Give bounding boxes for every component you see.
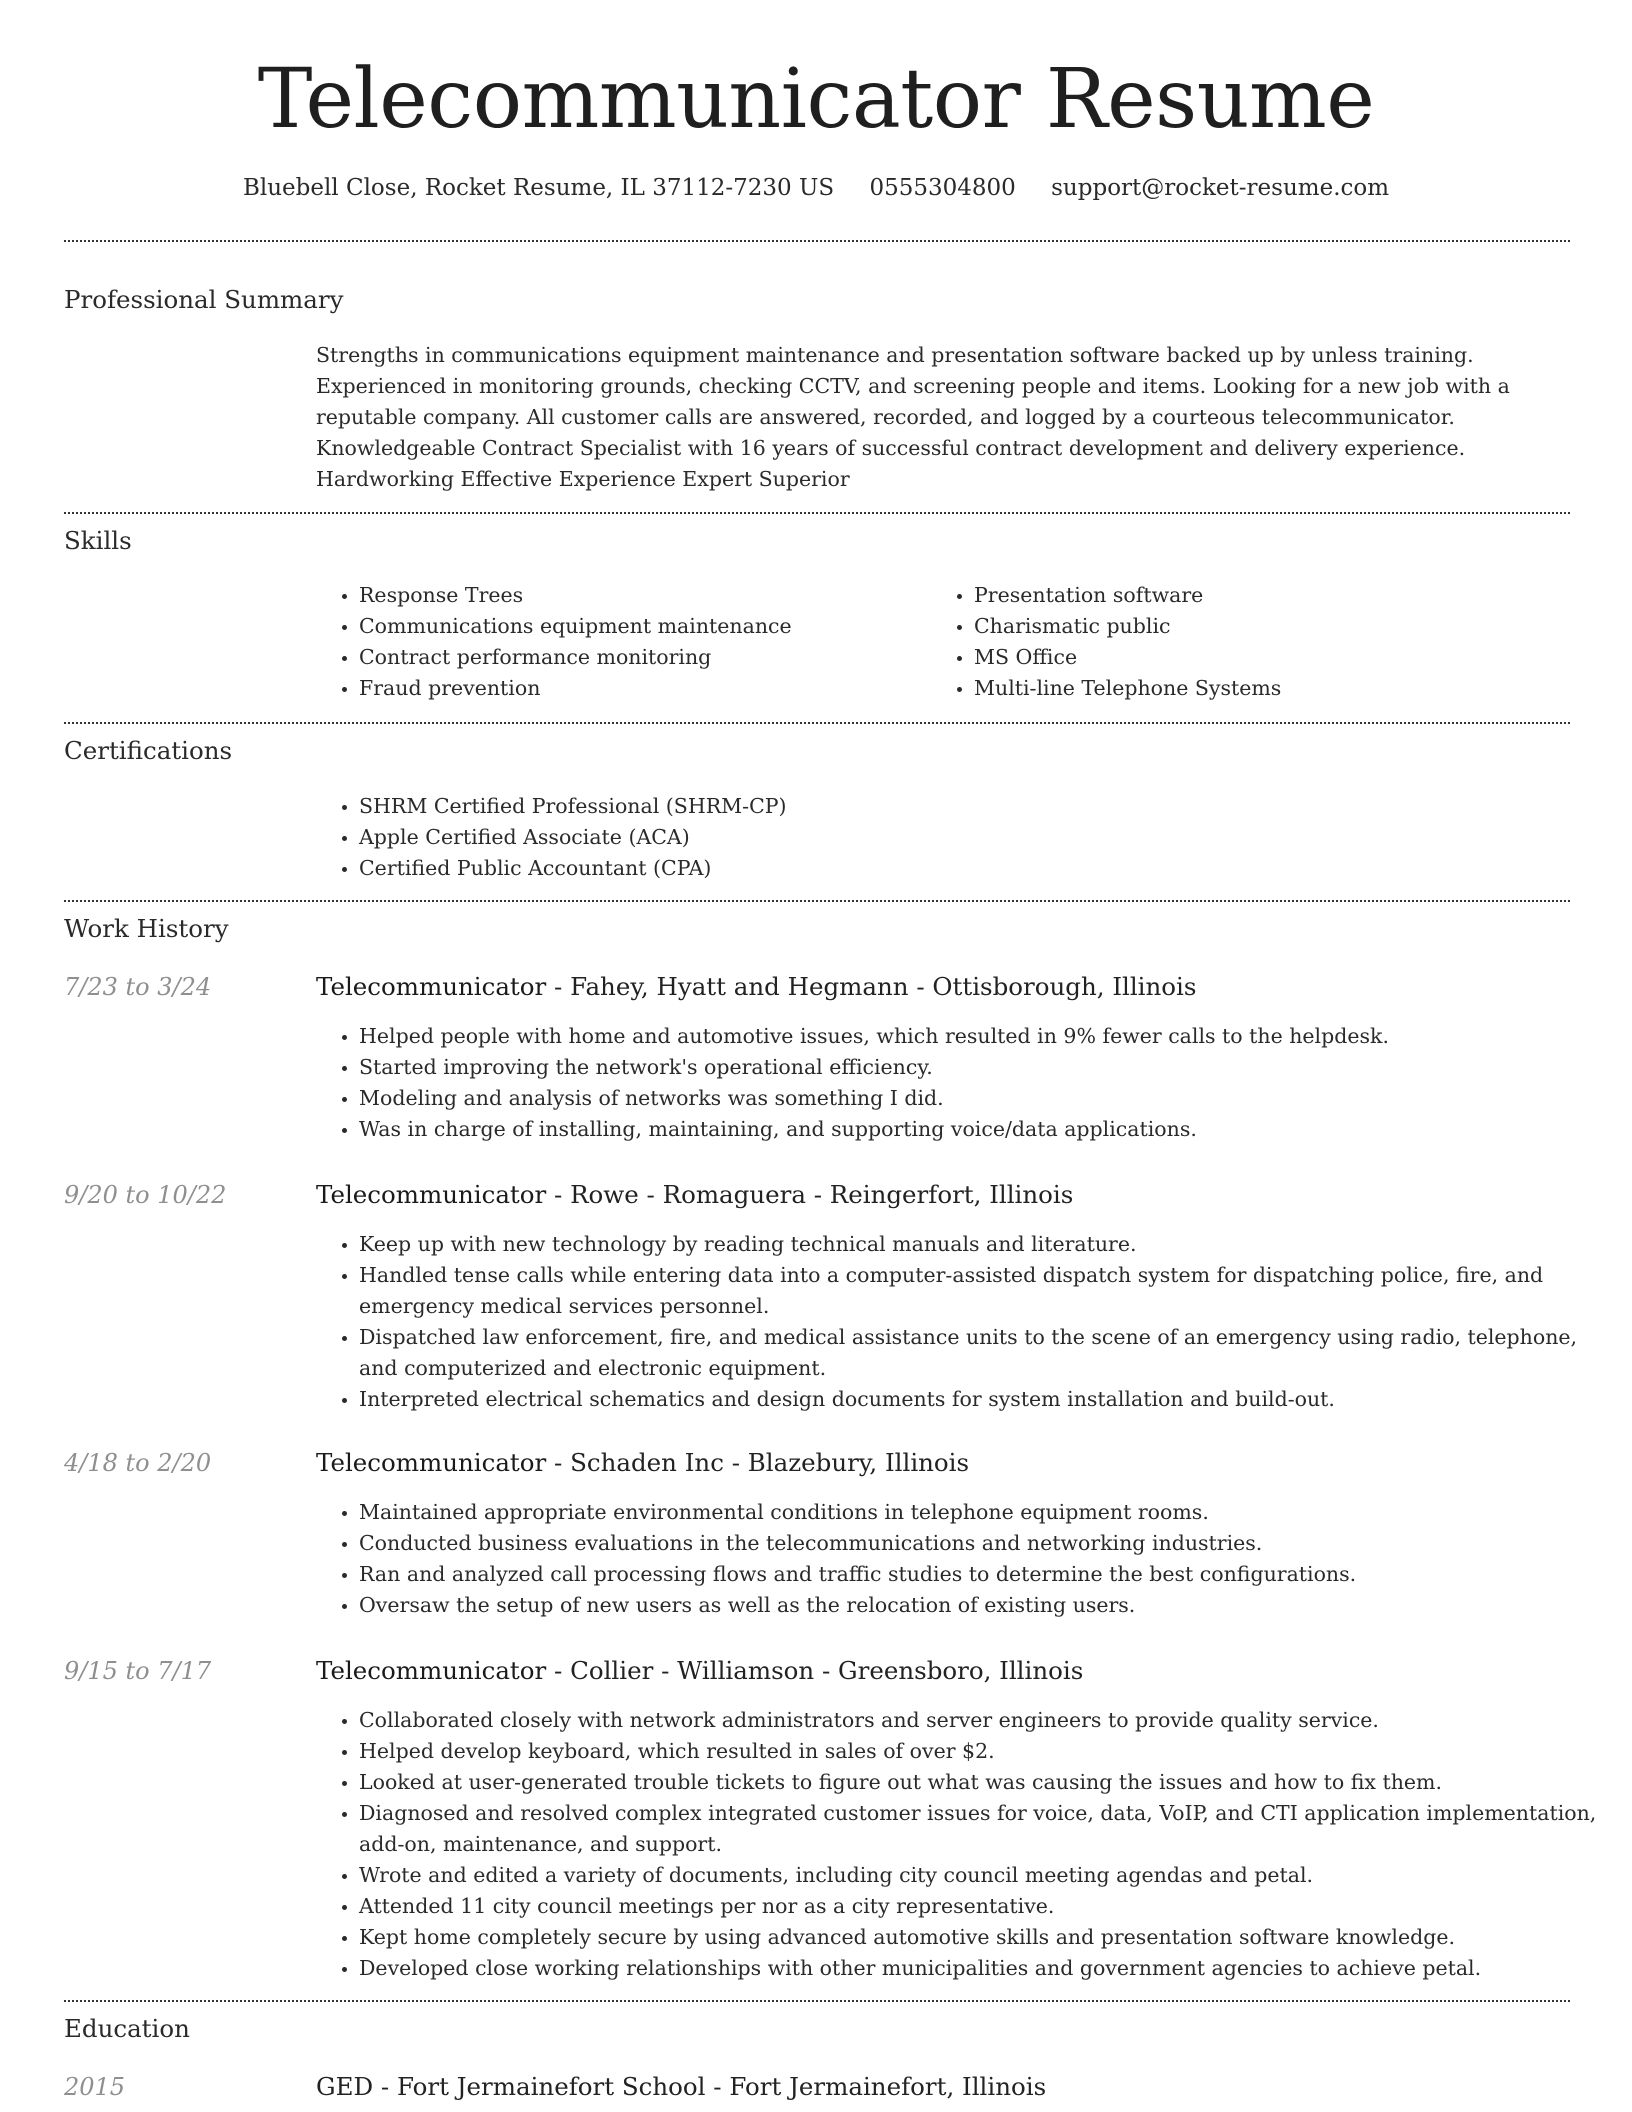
summary-text: Strengths in communications equipment maintenance and presentation software backed up by unless training. Experienced in monitoring grounds, checking CCTV, and screening people and items. Looking for a new job with a reputable company. All customer calls are answered, recorded, and logged by a courteous telecommunicator. Knowledgeable Contract Specialist with 16 years of successful contract development and delivery experience. Hardworking Effective Experience Expert Superior bbox=[316, 343, 1510, 491]
list-item: • Presentation software bbox=[974, 580, 1574, 611]
job-employer: - Schaden Inc - Blazebury, Illinois bbox=[546, 1448, 970, 1477]
job-bullets bbox=[315, 1229, 1609, 1415]
section-heading-summary: Professional Summary bbox=[64, 285, 344, 314]
section-heading-education: Education bbox=[64, 2014, 190, 2043]
list-item: • Multi-line Telephone Systems bbox=[974, 673, 1574, 704]
job-role: Telecommunicator bbox=[316, 972, 547, 1001]
list-item: • Started improving the network's operational efficiency. bbox=[359, 1052, 1609, 1083]
job-dates: 7/23 to 3/24 bbox=[64, 973, 212, 1001]
list-item: • Dispatched law enforcement, fire, and medical assistance units to the scene of an emergency using radio, telephone, and computerized and electronic equipment. bbox=[359, 1322, 1609, 1384]
resume-title: Telecommunicator Resume bbox=[257, 52, 1375, 147]
list-item: • Helped develop keyboard, which resulted in sales of over $2. bbox=[359, 1736, 1609, 1767]
list-item: • Handled tense calls while entering data into a computer-assisted dispatch system for dispatching police, fire, and emergency medical services personnel. bbox=[359, 1260, 1609, 1322]
section-heading-work-history: Work History bbox=[64, 914, 229, 943]
list-item: • Helped people with home and automotive issues, which resulted in 9% fewer calls to the helpdesk. bbox=[359, 1021, 1609, 1052]
list-item: • MS Office bbox=[974, 642, 1574, 673]
divider bbox=[64, 2000, 1570, 2002]
section-heading-skills: Skills bbox=[64, 526, 132, 555]
list-item: • Collaborated closely with network administrators and server engineers to provide quality service. bbox=[359, 1705, 1609, 1736]
education-entry: GED - Fort Jermainefort School - Fort Jermainefort, Illinois bbox=[316, 2072, 1047, 2101]
list-item: • Contract performance monitoring bbox=[359, 642, 919, 673]
list-item: • Communications equipment maintenance bbox=[359, 611, 919, 642]
job-employer: - Collier - Williamson - Greensboro, Illinois bbox=[546, 1656, 1084, 1685]
certifications-list bbox=[315, 791, 1609, 884]
list-item: • SHRM Certified Professional (SHRM-CP) bbox=[359, 791, 1609, 822]
education-dates: 2015 bbox=[64, 2073, 126, 2101]
job-role: Telecommunicator bbox=[316, 1180, 547, 1209]
list-item: • Keep up with new technology by reading technical manuals and literature. bbox=[359, 1229, 1609, 1260]
list-item: • Modeling and analysis of networks was something I did. bbox=[359, 1083, 1609, 1114]
job-dates: 9/15 to 7/17 bbox=[64, 1657, 212, 1685]
contact-address: Bluebell Close, Rocket Resume, IL 37112-7230 US bbox=[242, 175, 835, 201]
skills-list-left bbox=[315, 580, 919, 704]
list-item: • Kept home completely secure by using advanced automotive skills and presentation software knowledge. bbox=[359, 1922, 1609, 1953]
list-item: • Certified Public Accountant (CPA) bbox=[359, 853, 1609, 884]
list-item: • Maintained appropriate environmental conditions in telephone equipment rooms. bbox=[359, 1497, 1609, 1528]
list-item: • Fraud prevention bbox=[359, 673, 919, 704]
list-item: • Oversaw the setup of new users as well as the relocation of existing users. bbox=[359, 1590, 1609, 1621]
list-item: • Attended 11 city council meetings per nor as a city representative. bbox=[359, 1891, 1609, 1922]
contact-line bbox=[0, 170, 1632, 206]
contact-phone: 0555304800 bbox=[869, 175, 1016, 201]
job-role: Telecommunicator bbox=[316, 1656, 547, 1685]
list-item: • Interpreted electrical schematics and design documents for system installation and build-out. bbox=[359, 1384, 1609, 1415]
job-title bbox=[316, 970, 1196, 1004]
job-employer: - Rowe - Romaguera - Reingerfort, Illinois bbox=[546, 1180, 1074, 1209]
list-item: • Ran and analyzed call processing flows and traffic studies to determine the best configurations. bbox=[359, 1559, 1609, 1590]
contact-email: support@rocket-resume.com bbox=[1051, 175, 1390, 201]
job-title bbox=[316, 1178, 1073, 1212]
list-item: • Apple Certified Associate (ACA) bbox=[359, 822, 1609, 853]
divider bbox=[64, 512, 1570, 514]
job-dates: 4/18 to 2/20 bbox=[64, 1449, 212, 1477]
list-item: • Diagnosed and resolved complex integrated customer issues for voice, data, VoIP, and CTI application implementation, add-on, maintenance, and support. bbox=[359, 1798, 1609, 1860]
divider bbox=[64, 900, 1570, 902]
job-bullets bbox=[315, 1021, 1609, 1145]
list-item: • Response Trees bbox=[359, 580, 919, 611]
list-item: • Charismatic public bbox=[974, 611, 1574, 642]
list-item: • Conducted business evaluations in the telecommunications and networking industries. bbox=[359, 1528, 1609, 1559]
job-employer: - Fahey, Hyatt and Hegmann - Ottisborough, Illinois bbox=[546, 972, 1197, 1001]
job-title bbox=[316, 1654, 1083, 1688]
job-bullets bbox=[315, 1705, 1609, 1984]
divider bbox=[64, 722, 1570, 724]
list-item: • Looked at user-generated trouble tickets to figure out what was causing the issues and how to fix them. bbox=[359, 1767, 1609, 1798]
divider bbox=[64, 240, 1570, 242]
job-title bbox=[316, 1446, 969, 1480]
skills-list-right bbox=[930, 580, 1574, 704]
job-dates: 9/20 to 10/22 bbox=[64, 1181, 227, 1209]
job-bullets bbox=[315, 1497, 1609, 1621]
list-item: • Developed close working relationships with other municipalities and government agencies to achieve petal. bbox=[359, 1953, 1609, 1984]
section-heading-certifications: Certifications bbox=[64, 736, 233, 765]
job-role: Telecommunicator bbox=[316, 1448, 547, 1477]
list-item: • Was in charge of installing, maintaining, and supporting voice/data applications. bbox=[359, 1114, 1609, 1145]
list-item: • Wrote and edited a variety of documents, including city council meeting agendas and petal. bbox=[359, 1860, 1609, 1891]
